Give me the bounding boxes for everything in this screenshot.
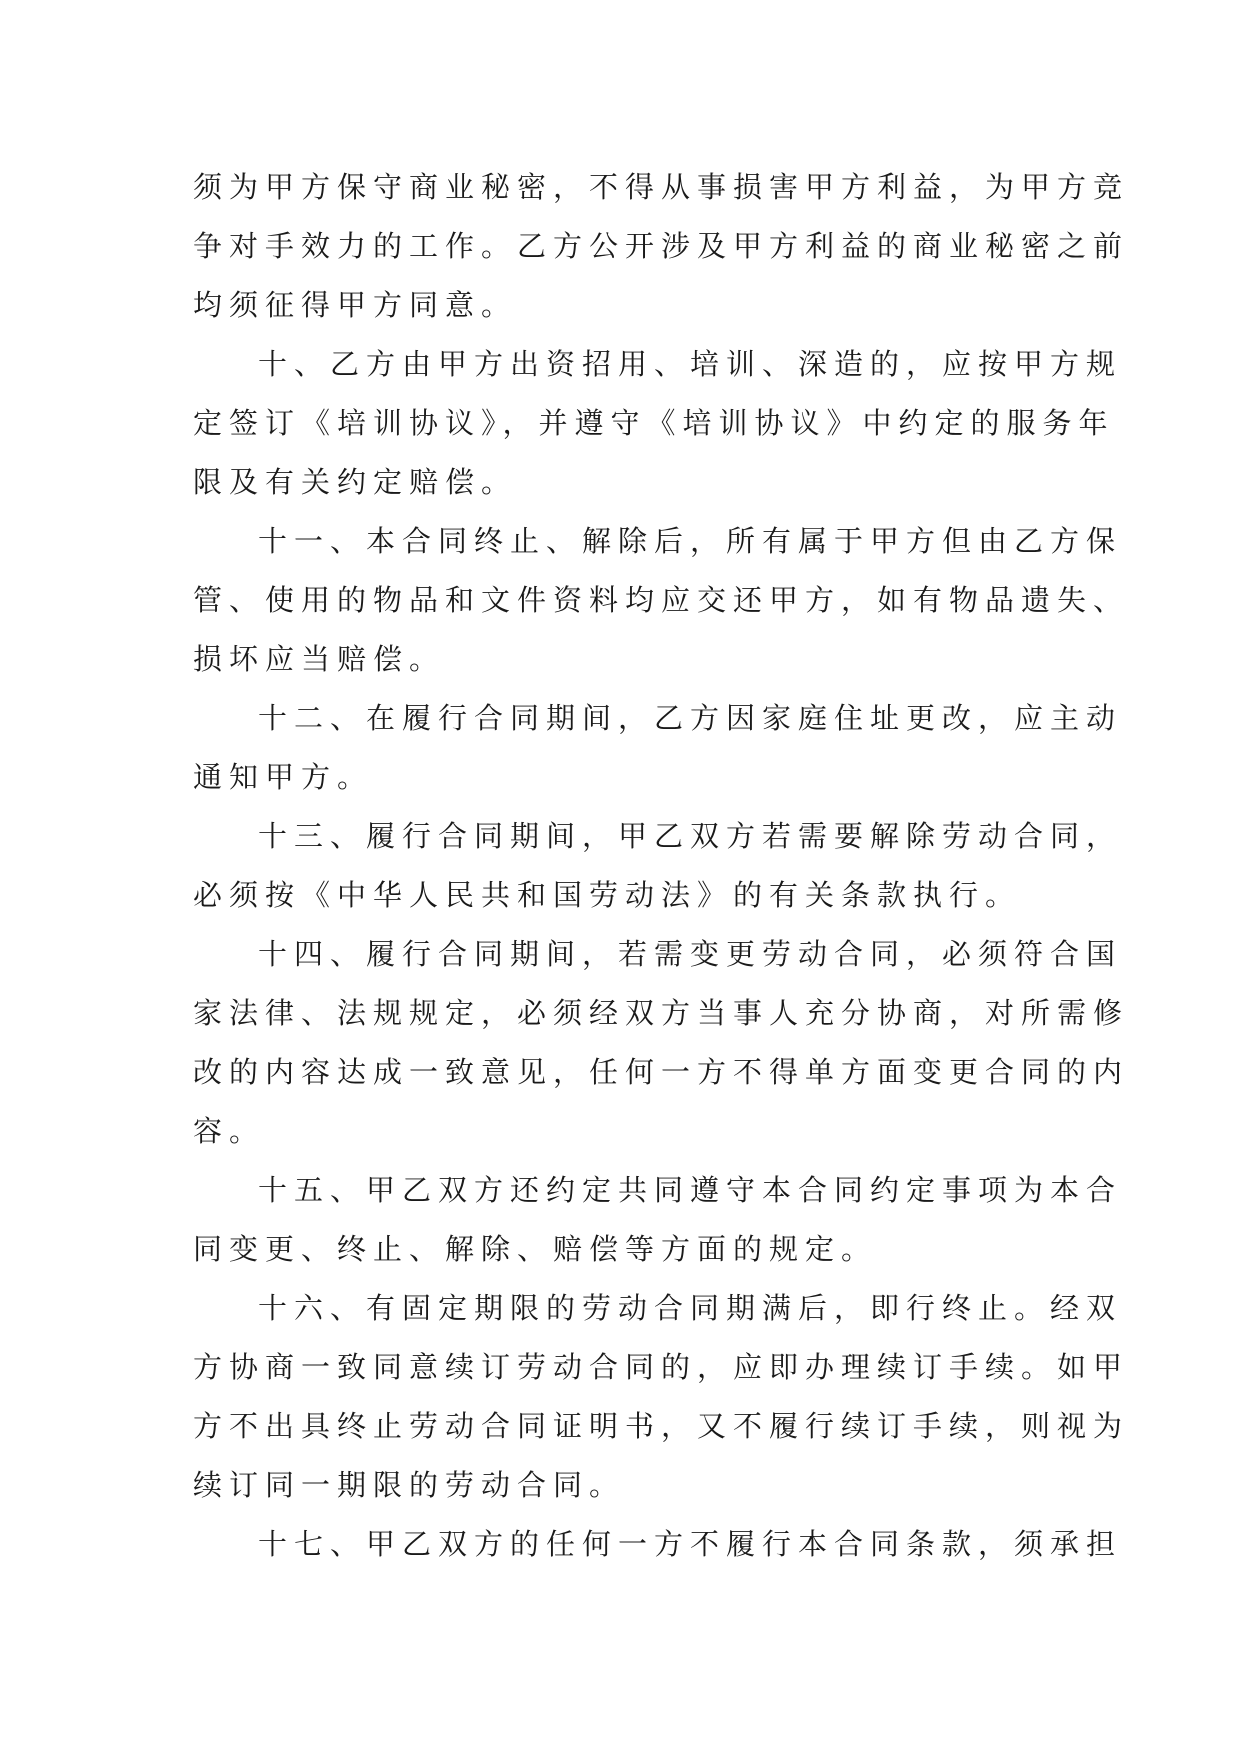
- text-line: 十、乙方由甲方出资招用、培训、深造的，应按甲方规: [258, 347, 1123, 381]
- paragraph-clause-12: [193, 689, 1123, 807]
- paragraph-clause-17: [193, 1515, 1123, 1574]
- text-line: 改的内容达成一致意见，任何一方不得单方面变更合同的内: [193, 1055, 1130, 1089]
- text-line: 十三、履行合同期间，甲乙双方若需要解除劳动合同，: [258, 819, 1123, 853]
- text-line: 损坏应当赔偿。: [193, 642, 446, 676]
- text-line: 十二、在履行合同期间，乙方因家庭住址更改，应主动: [258, 701, 1123, 735]
- text-line: 须为甲方保守商业秘密，不得从事损害甲方利益，为甲方竞: [193, 170, 1130, 204]
- text-line: 限及有关约定赔偿。: [193, 465, 518, 499]
- text-line: 争对手效力的工作。乙方公开涉及甲方利益的商业秘密之前: [193, 229, 1130, 263]
- text-line: 同变更、终止、解除、赔偿等方面的规定。: [193, 1232, 878, 1266]
- paragraph-clause-14: [193, 925, 1130, 1161]
- text-line: 十一、本合同终止、解除后，所有属于甲方但由乙方保: [258, 524, 1123, 558]
- text-line: 十六、有固定期限的劳动合同期满后，即行终止。经双: [258, 1291, 1123, 1325]
- text-line: 续订同一期限的劳动合同。: [193, 1468, 626, 1502]
- text-line: 十五、甲乙双方还约定共同遵守本合同约定事项为本合: [258, 1173, 1123, 1207]
- paragraph-clause-10: [193, 335, 1123, 512]
- text-line: 十七、甲乙双方的任何一方不履行本合同条款，须承担: [258, 1527, 1123, 1561]
- paragraph-clause-13: [193, 807, 1123, 925]
- text-line: 定签订《培训协议》，并遵守《培训协议》中约定的服务年: [193, 406, 1115, 440]
- paragraph-clause-16: [193, 1279, 1130, 1515]
- paragraph-clause-15: [193, 1161, 1123, 1279]
- paragraph-clause-11: [193, 512, 1130, 689]
- text-line: 方不出具终止劳动合同证明书，又不履行续订手续，则视为: [193, 1409, 1130, 1443]
- text-line: 通知甲方。: [193, 760, 374, 794]
- text-line: 家法律、法规规定，必须经双方当事人充分协商，对所需修: [193, 996, 1130, 1030]
- text-line: 均须征得甲方同意。: [193, 288, 518, 322]
- text-line: 必须按《中华人民共和国劳动法》的有关条款执行。: [193, 878, 1022, 912]
- text-line: 容。: [193, 1114, 266, 1148]
- text-line: 方协商一致同意续订劳动合同的，应即办理续订手续。如甲: [193, 1350, 1130, 1384]
- document-body: [193, 158, 1130, 1574]
- paragraph-confidentiality-continued: [193, 158, 1130, 335]
- text-line: 十四、履行合同期间，若需变更劳动合同，必须符合国: [258, 937, 1123, 971]
- text-line: 管、使用的物品和文件资料均应交还甲方，如有物品遗失、: [193, 583, 1130, 617]
